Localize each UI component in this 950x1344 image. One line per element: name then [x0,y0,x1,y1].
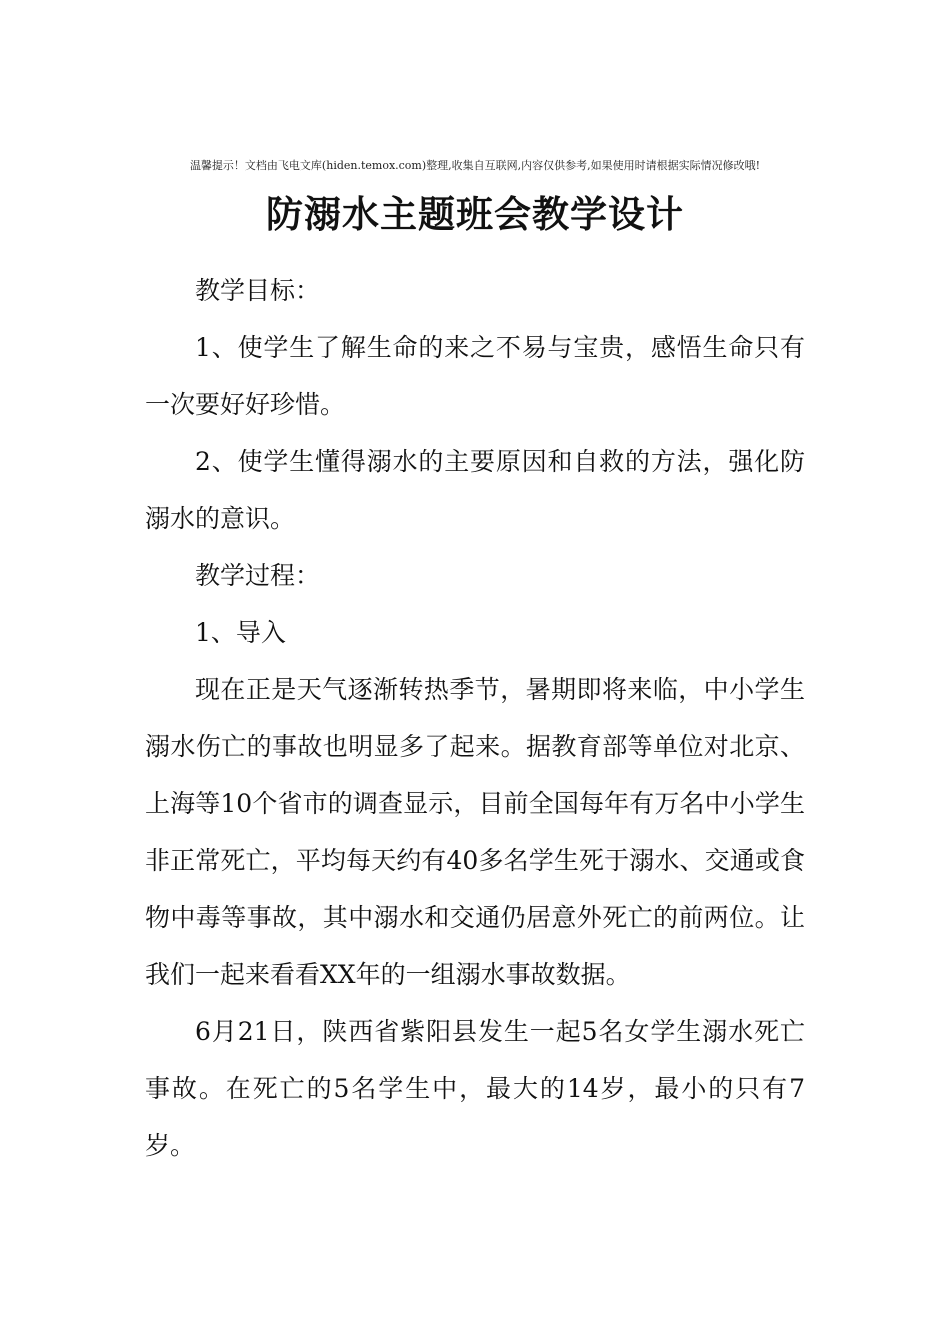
paragraph-process-heading: 教学过程： [195,561,321,590]
document-body [145,262,805,1174]
document-title: 防溺水主题班会教学设计 [266,192,684,236]
paragraph-objectives-heading: 教学目标： [195,276,321,305]
paragraph-objective-1: 1、使学生了解生命的来之不易与宝贵，感悟生命只有一次要好好珍惜。 [145,333,805,419]
paragraph-intro-heading: 1、导入 [195,618,286,647]
header-notice: 温馨提示！文档由飞电文库(hiden.temox.com)整理,收集自互联网,内容仅供参考,如果使用时请根据实际情况修改哦! [189,159,761,172]
paragraph-intro-body: 现在正是天气逐渐转热季节，暑期即将来临，中小学生溺水伤亡的事故也明显多了起来。据教育部等单位对北京、上海等10个省市的调查显示，目前全国每年有万名中小学生非正常死亡，平均每天约有40多名学生死于溺水、交通或食物中毒等事故，其中溺水和交通仍居意外死亡的前两位。让我们一起来看看XX年的一组溺水事故数据。 [145,675,805,989]
paragraph-incident: 6月21日，陕西省紫阳县发生一起5名女学生溺水死亡事故。在死亡的5名学生中，最大的14岁，最小的只有7岁。 [145,1017,805,1160]
paragraph-objective-2: 2、使学生懂得溺水的主要原因和自救的方法，强化防溺水的意识。 [145,447,805,533]
